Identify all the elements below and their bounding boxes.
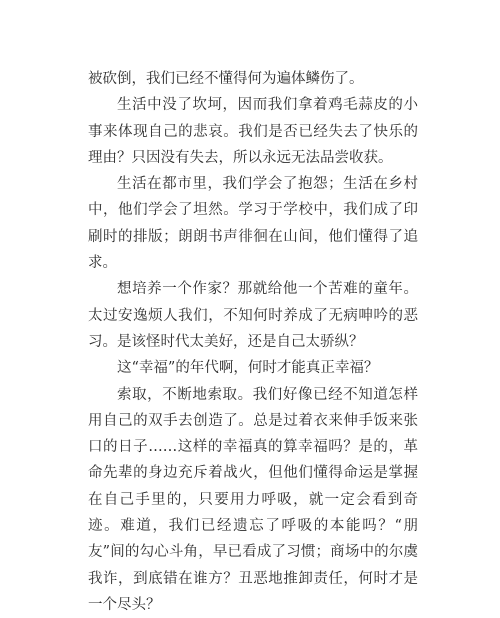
paragraph-2: 生活中没了坎坷，因而我们拿着鸡毛蒜皮的小事来体现自己的悲哀。我们是否已经失去了快乐的理由？只因没有失去，所以永远无法品尝收获。 [88, 97, 418, 166]
paragraph-5: 这“幸福”的年代啊，何时才能真正幸福？ [117, 360, 379, 377]
paragraph-1: 被砍倒，我们已经不懂得何为遍体鳞伤了。 [88, 71, 364, 87]
article-body [88, 66, 418, 618]
paragraph-3: 生活在都市里，我们学会了抱怨；生活在乡村中，他们学会了坦然。学习于学校中，我们成了印刷时的排版；朗朗书声徘徊在山间，他们懂得了追求。 [88, 176, 418, 272]
paragraph-4: 想培养一个作家？那就给他一个苦难的童年。太过安逸烦人我们，不知何时养成了无病呻吟的恶习。是该怪时代太美好，还是自己太骄纵？ [88, 281, 418, 350]
paragraph-6: 索取，不断地索取。我们好像已经不知道怎样用自己的双手去创造了。总是过着衣来伸手饭来张口的日子……这样的幸福真的算幸福吗？是的，革命先辈的身边充斥着战火，但他们懂得命运是掌握在自己手里的，只要用力呼吸，就一定会看到奇迹。难道，我们已经遗忘了呼吸的本能吗？“朋友”间的勾心斗角，早已看成了习惯；商场中的尔虞我诈，到底错在谁方？丑恶地推卸责任，何时才是一个尽头？ [88, 386, 418, 613]
